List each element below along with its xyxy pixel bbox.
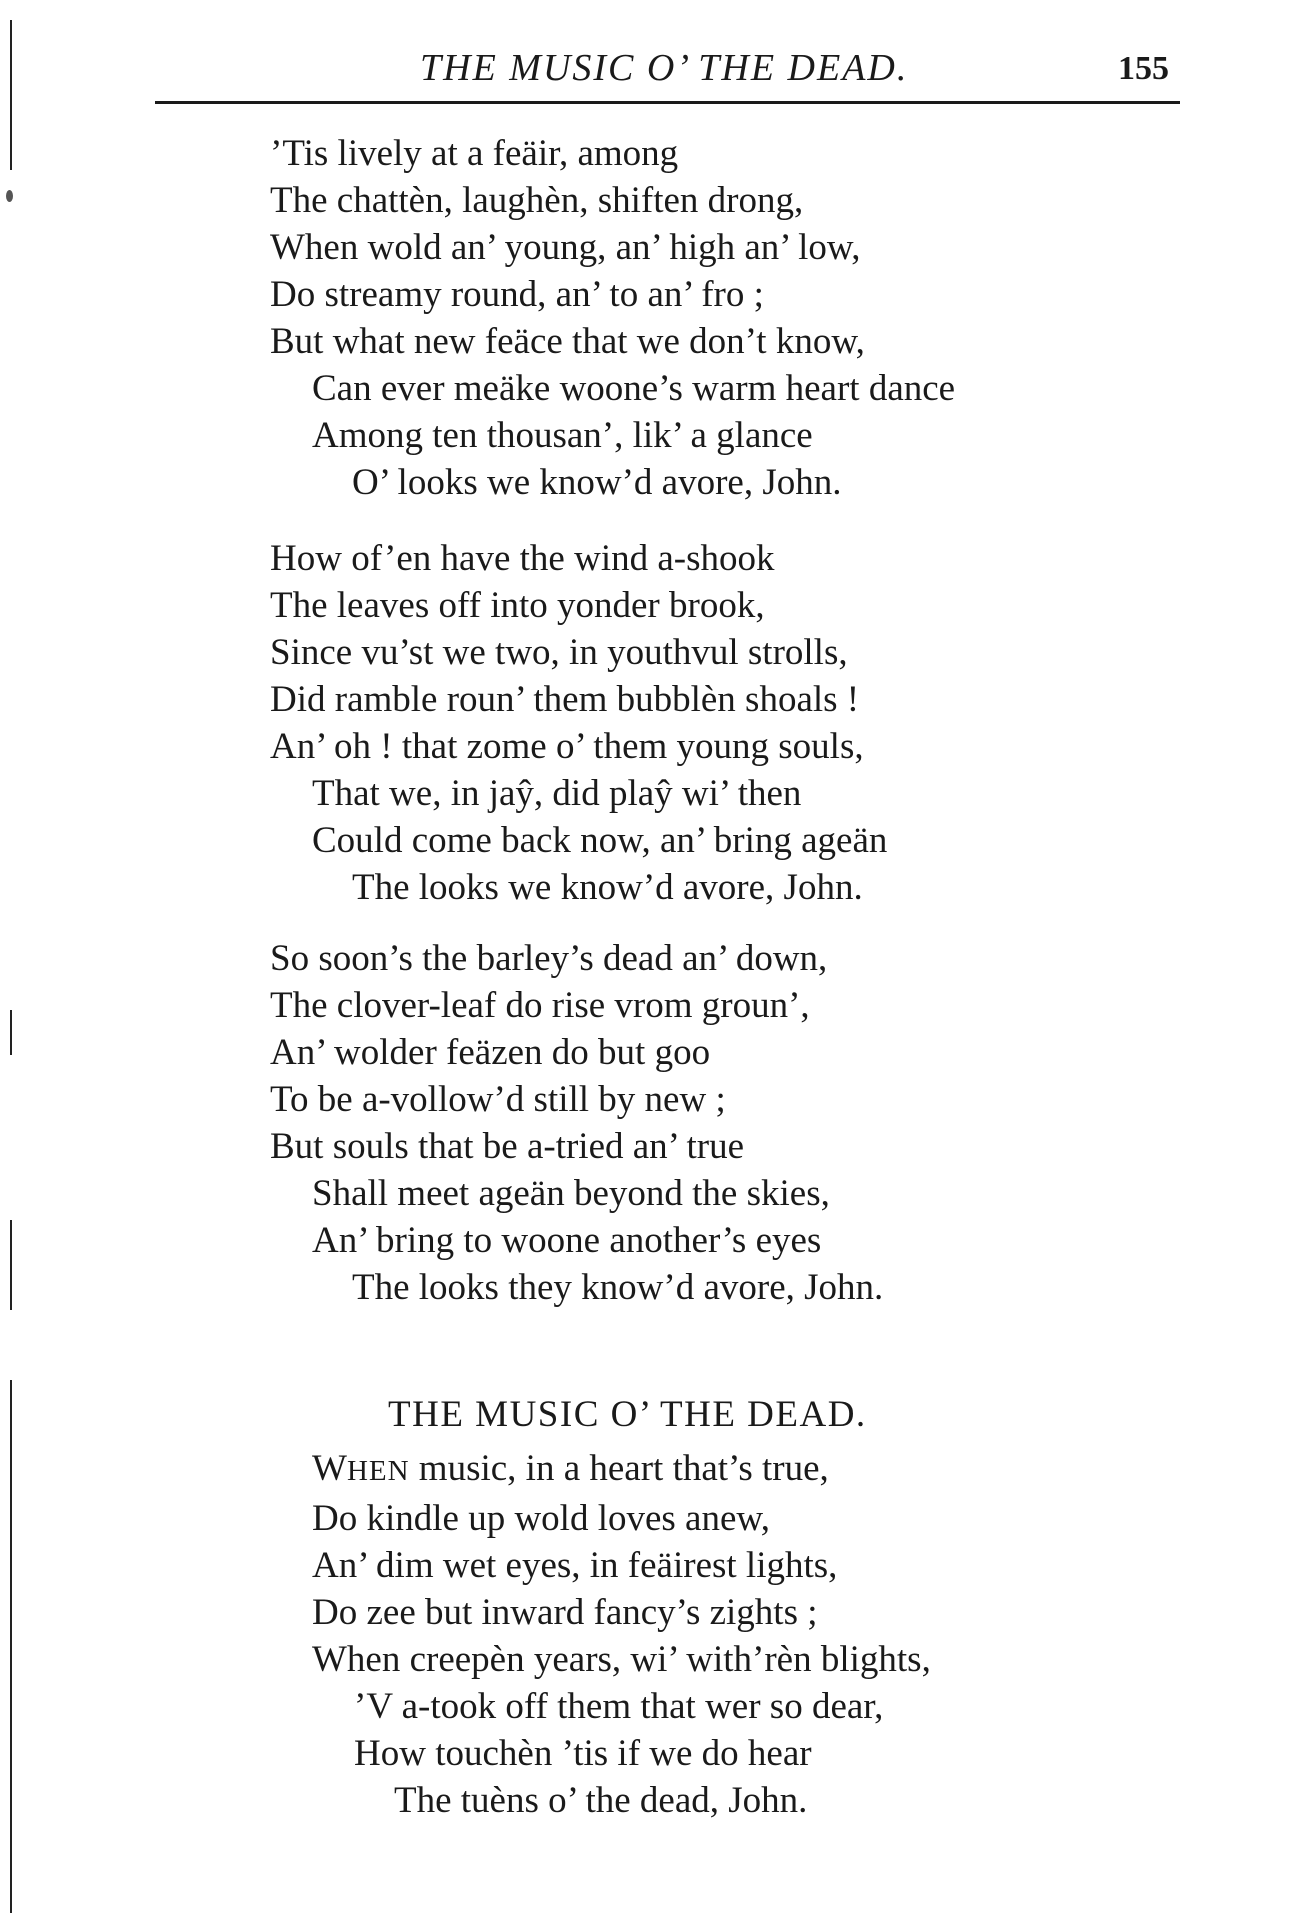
poem-title: THE MUSIC O’ THE DEAD. [388, 1394, 867, 1435]
verse-line: When creepèn years, wi’ with’rèn blights, [312, 1639, 931, 1680]
verse-line: Since vu’st we two, in youthvul strolls, [270, 632, 848, 673]
verse-line: How of’en have the wind a-shook [270, 538, 775, 579]
verse-line: Do kindle up wold loves anew, [312, 1498, 770, 1539]
verse-line: ’V a-took off them that wer so dear, [354, 1686, 884, 1727]
page-edge-mark [10, 1220, 12, 1310]
stanza-1 [270, 130, 1170, 506]
verse-line: So soon’s the barley’s dead an’ down, [270, 938, 828, 979]
stanza-2 [270, 535, 1170, 911]
verse-line: How touchèn ’tis if we do hear [354, 1733, 812, 1774]
verse-line: Do zee but inward fancy’s zights ; [312, 1592, 818, 1633]
initial-letter: W [312, 1448, 347, 1489]
verse-line: That we, in jaŷ, did plaŷ wi’ then [312, 773, 802, 814]
verse-line: Did ramble roun’ them bubblèn shoals ! [270, 679, 860, 720]
running-title: THE MUSIC O’ THE DEAD. [420, 47, 909, 89]
stanza-3 [270, 935, 1170, 1311]
verse-line: ’Tis lively at a feäir, among [270, 133, 679, 174]
verse-line: An’ wolder feäzen do but goo [270, 1032, 711, 1073]
verse-line: The looks we know’d avore, John. [352, 867, 863, 908]
verse-line: The looks they know’d avore, John. [352, 1267, 884, 1308]
verse-line: The chattèn, laughèn, shiften drong, [270, 180, 804, 221]
verse-line: Can ever meäke woone’s warm heart dance [312, 368, 956, 409]
poem-stanza-1 [312, 1445, 1212, 1824]
verse-line: The tuèns o’ the dead, John. [394, 1780, 808, 1821]
page-edge-mark [10, 1010, 12, 1055]
running-head [0, 46, 1293, 102]
header-rule [155, 101, 1180, 104]
verse-line-first [312, 1445, 1212, 1495]
verse-line: O’ looks we know’d avore, John. [352, 462, 842, 503]
verse-line: Do streamy round, an’ to an’ fro ; [270, 274, 764, 315]
verse-line: Could come back now, an’ bring ageän [312, 820, 888, 861]
verse-line: The leaves off into yonder brook, [270, 585, 765, 626]
page-number: 155 [1118, 50, 1169, 87]
verse-line: Shall meet ageän beyond the skies, [312, 1173, 830, 1214]
verse-line: Among ten thousan’, lik’ a glance [312, 415, 813, 456]
verse-line: When wold an’ young, an’ high an’ low, [270, 227, 861, 268]
verse-line: An’ oh ! that zome o’ them young souls, [270, 726, 864, 767]
verse-line: But what new feäce that we don’t know, [270, 321, 865, 362]
ink-speck [6, 190, 13, 202]
first-line-text: music, in a heart that’s true, [409, 1448, 829, 1489]
verse-line: An’ dim wet eyes, in feäirest lights, [312, 1545, 838, 1586]
verse-line: An’ bring to woone another’s eyes [312, 1220, 822, 1261]
page-edge-mark [10, 1380, 12, 1913]
verse-line: The clover-leaf do rise vrom groun’, [270, 985, 810, 1026]
verse-line: To be a-vollow’d still by new ; [270, 1079, 726, 1120]
verse-line: But souls that be a-tried an’ true [270, 1126, 745, 1167]
small-caps-word: HEN [346, 1455, 410, 1487]
